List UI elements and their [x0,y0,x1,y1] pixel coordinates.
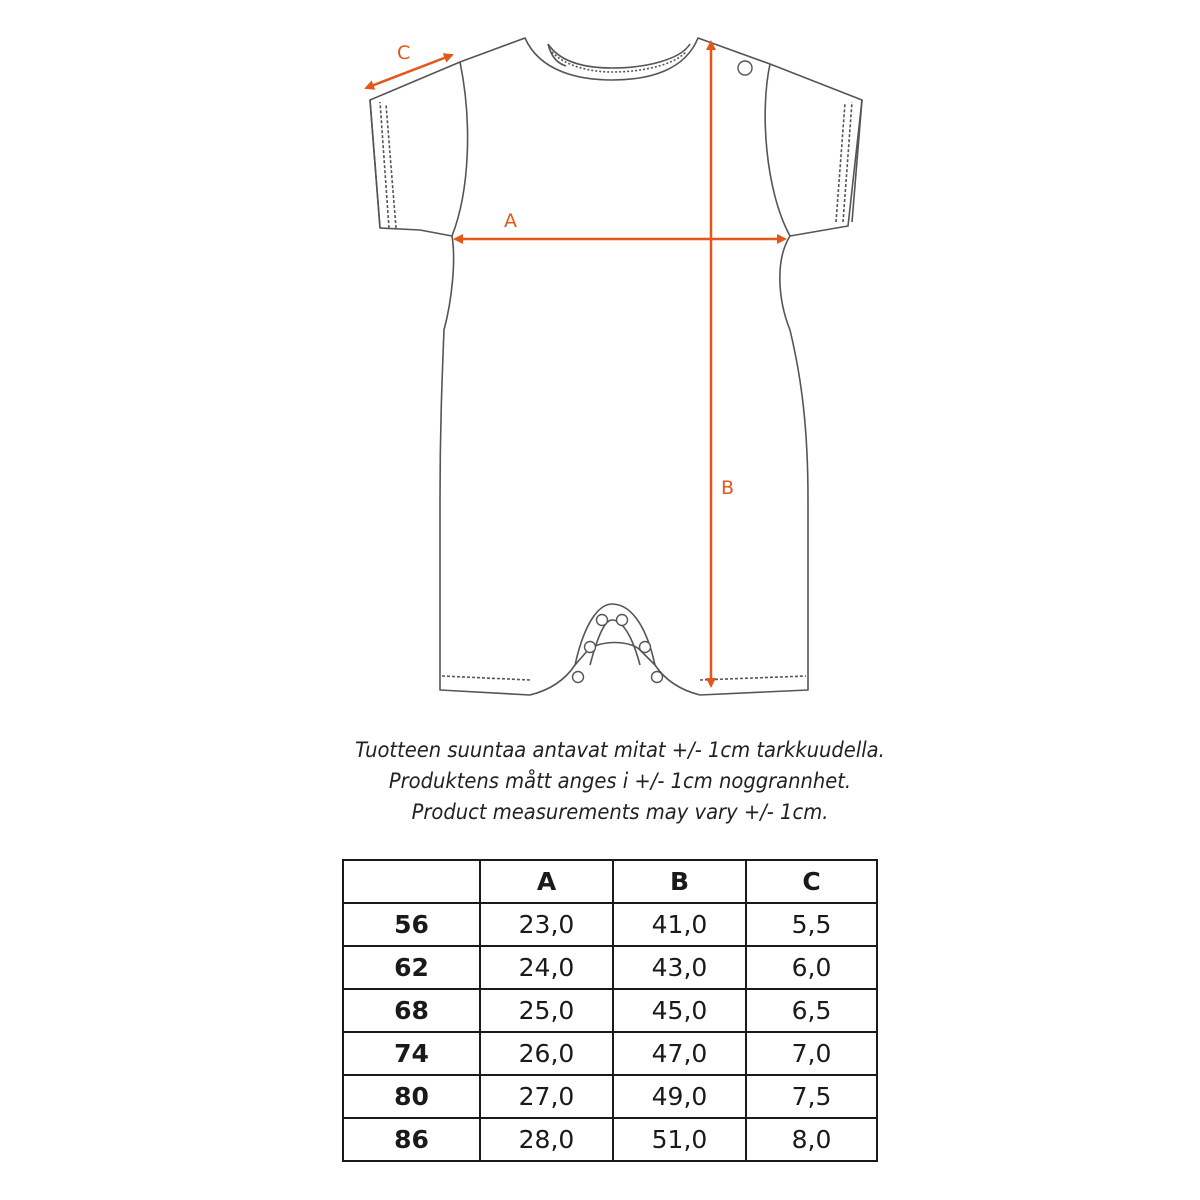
table-row [343,1118,877,1161]
c-cell: 5,5 [746,903,877,946]
size-cell: 62 [343,946,480,989]
crotch-snap-icon [652,672,663,683]
a-cell: 28,0 [480,1118,613,1161]
a-cell: 23,0 [480,903,613,946]
size-cell: 68 [343,989,480,1032]
a-cell: 24,0 [480,946,613,989]
header-a: A [480,860,613,903]
header-c: C [746,860,877,903]
size-cell: 56 [343,903,480,946]
b-cell: 51,0 [613,1118,746,1161]
size-table [342,859,878,1162]
header-b: B [613,860,746,903]
b-cell: 47,0 [613,1032,746,1075]
b-cell: 45,0 [613,989,746,1032]
c-cell: 7,0 [746,1032,877,1075]
measurement-disclaimer [0,735,1200,828]
c-cell: 7,5 [746,1075,877,1118]
crotch-snap-icon [585,642,596,653]
crotch-snap-icon [597,615,608,626]
measure-b-label: B [721,477,735,499]
table-header-row [343,860,877,903]
size-cell: 86 [343,1118,480,1161]
b-cell: 43,0 [613,946,746,989]
table-row [343,989,877,1032]
size-cell: 74 [343,1032,480,1075]
c-cell: 6,0 [746,946,877,989]
measure-c-label: C [397,42,411,64]
disclaimer-finnish: Tuotteen suuntaa antavat mitat +/- 1cm tarkkuudella. [355,738,885,762]
crotch-snap-icon [573,672,584,683]
size-cell: 80 [343,1075,480,1118]
shoulder-snap-icon [738,61,752,75]
b-cell: 41,0 [613,903,746,946]
table-row [343,1032,877,1075]
crotch-snap-icon [617,615,628,626]
table-row [343,903,877,946]
a-cell: 25,0 [480,989,613,1032]
romper-outline [370,38,862,695]
crotch-snap-icon [640,642,651,653]
b-cell: 49,0 [613,1075,746,1118]
measure-a-label: A [504,210,517,232]
a-cell: 26,0 [480,1032,613,1075]
disclaimer-english: Product measurements may vary +/- 1cm. [411,800,829,824]
c-cell: 8,0 [746,1118,877,1161]
header-size [343,860,480,903]
table-row [343,946,877,989]
table-row [343,1075,877,1118]
disclaimer-swedish: Produktens mått anges i +/- 1cm noggrannhet. [388,769,852,793]
c-cell: 6,5 [746,989,877,1032]
a-cell: 27,0 [480,1075,613,1118]
